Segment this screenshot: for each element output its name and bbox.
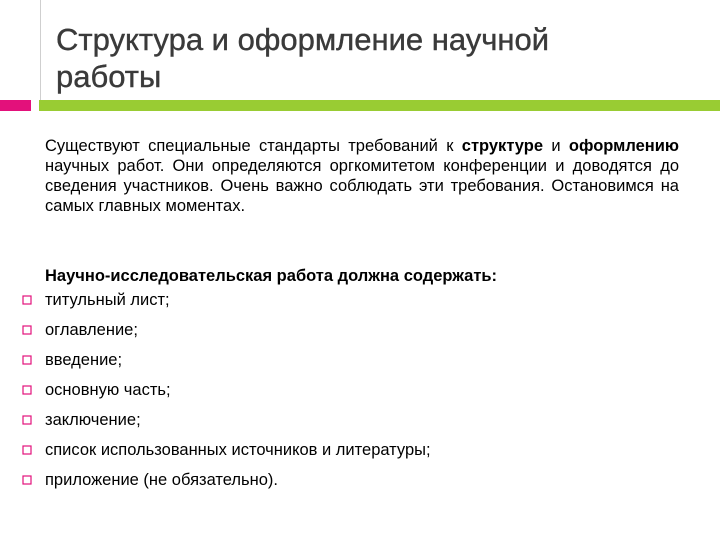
- intro-text-1: Существуют специальные стандарты требований к: [45, 137, 462, 155]
- hollow-square-bullet-icon: [22, 385, 32, 395]
- slide-title-line-1: Структура и оформление научной: [56, 22, 550, 57]
- hollow-square-bullet-icon: [22, 475, 32, 485]
- list-item-text: оглавление;: [45, 321, 138, 339]
- green-divider-bar: [39, 100, 720, 111]
- pink-accent-bar: [0, 100, 31, 111]
- list-item: [0, 440, 431, 470]
- list-item: [0, 350, 431, 380]
- list-item: [0, 410, 431, 440]
- list-item-text: титульный лист;: [45, 291, 170, 309]
- title-left-rule: [40, 0, 41, 105]
- intro-paragraph: [45, 136, 679, 216]
- hollow-square-bullet-icon: [22, 325, 32, 335]
- list-item-text: заключение;: [45, 411, 141, 429]
- intro-bold-structure: структуре: [461, 137, 544, 155]
- list-item: [0, 470, 431, 500]
- intro-text-3: научных работ. Они определяются оргкомитетом конференции и доводятся до сведения участников. Очень важно соблюдать эти требования. Остановимся на самых главных моментах.: [45, 157, 679, 215]
- list-item-text: список использованных источников и литературы;: [45, 441, 431, 459]
- list-item-text: основную часть;: [45, 381, 171, 399]
- slide-title: [56, 21, 656, 95]
- list-item: [0, 290, 431, 320]
- list-heading: Научно-исследовательская работа должна содержать:: [45, 267, 498, 285]
- contents-list: [0, 290, 431, 500]
- list-item: [0, 320, 431, 350]
- slide-title-line-2: работы: [56, 59, 162, 94]
- list-item: [0, 380, 431, 410]
- intro-text-2: и: [543, 137, 569, 155]
- hollow-square-bullet-icon: [22, 355, 32, 365]
- list-item-text: введение;: [45, 351, 123, 369]
- intro-bold-formatting: оформлению: [568, 137, 679, 155]
- hollow-square-bullet-icon: [22, 295, 32, 305]
- hollow-square-bullet-icon: [22, 445, 32, 455]
- list-item-text: приложение (не обязательно).: [45, 471, 278, 489]
- hollow-square-bullet-icon: [22, 415, 32, 425]
